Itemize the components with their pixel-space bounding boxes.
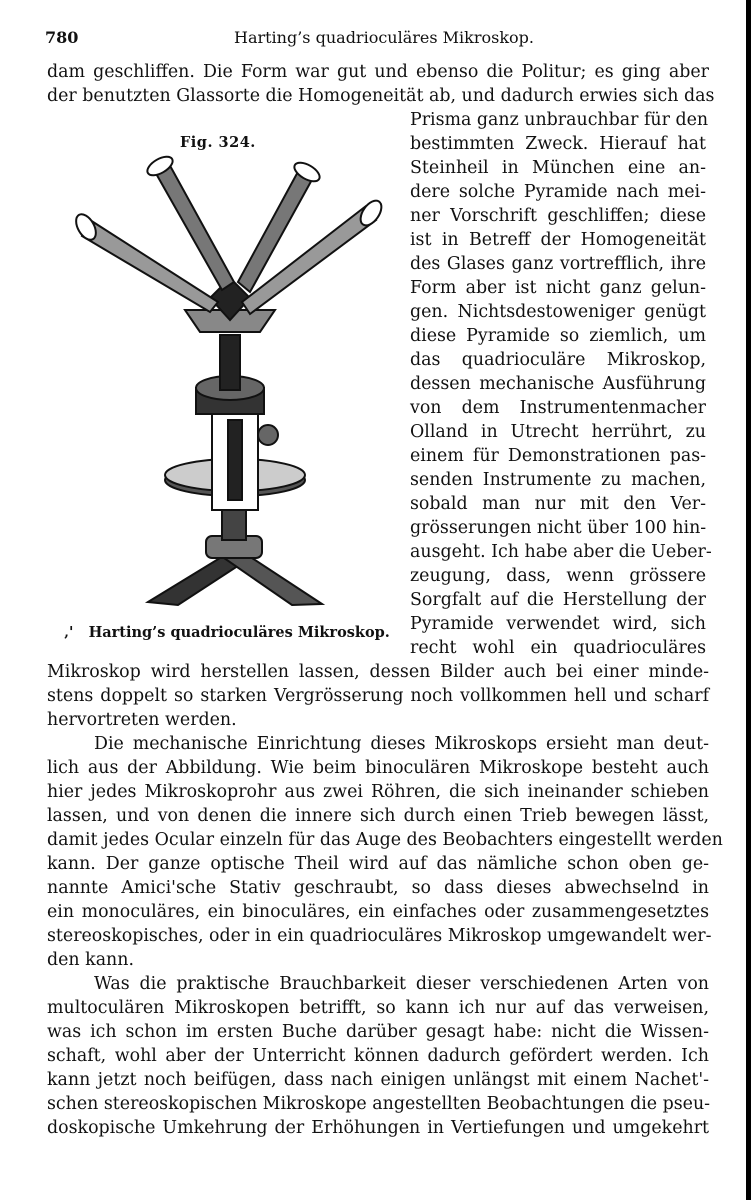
running-title: Harting’s quadrioculäres Mikroskop. bbox=[233, 28, 535, 47]
text-line: ner Vorschrift geschliffen; diese bbox=[410, 206, 706, 226]
text-line: einem für Demonstrationen pas- bbox=[410, 446, 706, 466]
text-line: schaft, wohl aber der Unterricht können dadurch gefördert werden. Ich bbox=[47, 1046, 709, 1066]
text-line: senden Instrumente zu machen, bbox=[410, 470, 706, 490]
text-line: des Glases ganz vortrefflich, ihre bbox=[410, 254, 706, 274]
text-line: ist in Betreff der Homogeneität bbox=[410, 230, 706, 250]
text-line: dere solche Pyramide nach mei- bbox=[410, 182, 706, 202]
text-line: Mikroskop wird herstellen lassen, dessen Bilder auch bei einer minde- bbox=[47, 662, 709, 682]
microscope-illustration bbox=[70, 150, 400, 620]
text-line: multoculären Mikroskopen betrifft, so kann ich nur auf das verweisen, bbox=[47, 998, 709, 1018]
figure-label: Fig. 324. bbox=[180, 134, 256, 151]
text-line: Was die praktische Brauchbarkeit dieser verschiedenen Arten von bbox=[94, 974, 709, 994]
caption-text: Harting’s quadrioculäres Mikroskop. bbox=[88, 624, 390, 641]
text-line: bestimmten Zweck. Hierauf hat bbox=[410, 134, 706, 154]
figure-caption bbox=[64, 624, 390, 641]
text-line: ausgeht. Ich habe aber die Ueber- bbox=[410, 542, 712, 562]
page-header bbox=[45, 28, 723, 50]
text-line: Prisma ganz unbrauchbar für den bbox=[410, 110, 709, 130]
text-line: ein monoculäres, ein binoculäres, ein einfaches oder zusammengesetztes bbox=[47, 902, 709, 922]
text-line: stens doppelt so starken Vergrösserung noch vollkommen hell und scharf bbox=[47, 686, 709, 706]
text-line: stereoskopisches, oder in ein quadrioculäres Mikroskop umgewandelt wer- bbox=[47, 926, 712, 946]
page-edge-shadow bbox=[746, 0, 751, 1200]
text-line: doskopische Umkehrung der Erhöhungen in Vertiefungen und umgekehrt bbox=[47, 1118, 709, 1138]
text-line: der benutzten Glassorte die Homogeneität ab, und dadurch erwies sich das bbox=[47, 86, 715, 106]
text-line: Pyramide verwendet wird, sich bbox=[410, 614, 706, 634]
page-number: 780 bbox=[45, 28, 79, 47]
caption-mark: ‚' bbox=[64, 624, 74, 641]
text-line: kann jetzt noch beifügen, dass nach einigen unlängst mit einem Nachet'- bbox=[47, 1070, 709, 1090]
text-line: hier jedes Mikroskoprohr aus zwei Röhren, die sich ineinander schieben bbox=[47, 782, 709, 802]
text-line: nannte Amici'sche Stativ geschraubt, so dass dieses abwechselnd in bbox=[47, 878, 709, 898]
text-line: grösserungen nicht über 100 hin- bbox=[410, 518, 707, 538]
text-line: lassen, und von denen die innere sich durch einen Trieb bewegen lässt, bbox=[47, 806, 709, 826]
tripod-base bbox=[148, 510, 322, 605]
text-line: kann. Der ganze optische Theil wird auf das nämliche schon oben ge- bbox=[47, 854, 709, 874]
text-line: Form aber ist nicht ganz gelun- bbox=[410, 278, 706, 298]
text-line: Sorgfalt auf die Herstellung der bbox=[410, 590, 706, 610]
text-line: hervortreten werden. bbox=[47, 710, 237, 730]
text-line: dessen mechanische Ausführung bbox=[410, 374, 706, 394]
text-line: Die mechanische Einrichtung dieses Mikroskops ersieht man deut- bbox=[94, 734, 709, 754]
text-line: gen. Nichtsdestoweniger genügt bbox=[410, 302, 706, 322]
text-line: damit jedes Ocular einzeln für das Auge des Beobachters eingestellt werden bbox=[47, 830, 723, 850]
text-line: schen stereoskopischen Mikroskope angestellten Beobachtungen die pseu- bbox=[47, 1094, 711, 1114]
text-line: lich aus der Abbildung. Wie beim binoculären Mikroskope besteht auch bbox=[47, 758, 709, 778]
text-line: Steinheil in München eine an- bbox=[410, 158, 706, 178]
text-line: zeugung, dass, wenn grössere bbox=[410, 566, 706, 586]
text-line: dam geschliffen. Die Form war gut und ebenso die Politur; es ging aber bbox=[47, 62, 709, 82]
text-line: den kann. bbox=[47, 950, 134, 970]
text-line: von dem Instrumentenmacher bbox=[410, 398, 706, 418]
text-line: sobald man nur mit den Ver- bbox=[410, 494, 706, 514]
text-line: was ich schon im ersten Buche darüber gesagt habe: nicht die Wissen- bbox=[47, 1022, 709, 1042]
text-line: das quadrioculäre Mikroskop, bbox=[410, 350, 706, 370]
text-line: recht wohl ein quadrioculäres bbox=[410, 638, 706, 658]
text-line: Olland in Utrecht herrührt, zu bbox=[410, 422, 706, 442]
text-line: diese Pyramide so ziemlich, um bbox=[410, 326, 706, 346]
